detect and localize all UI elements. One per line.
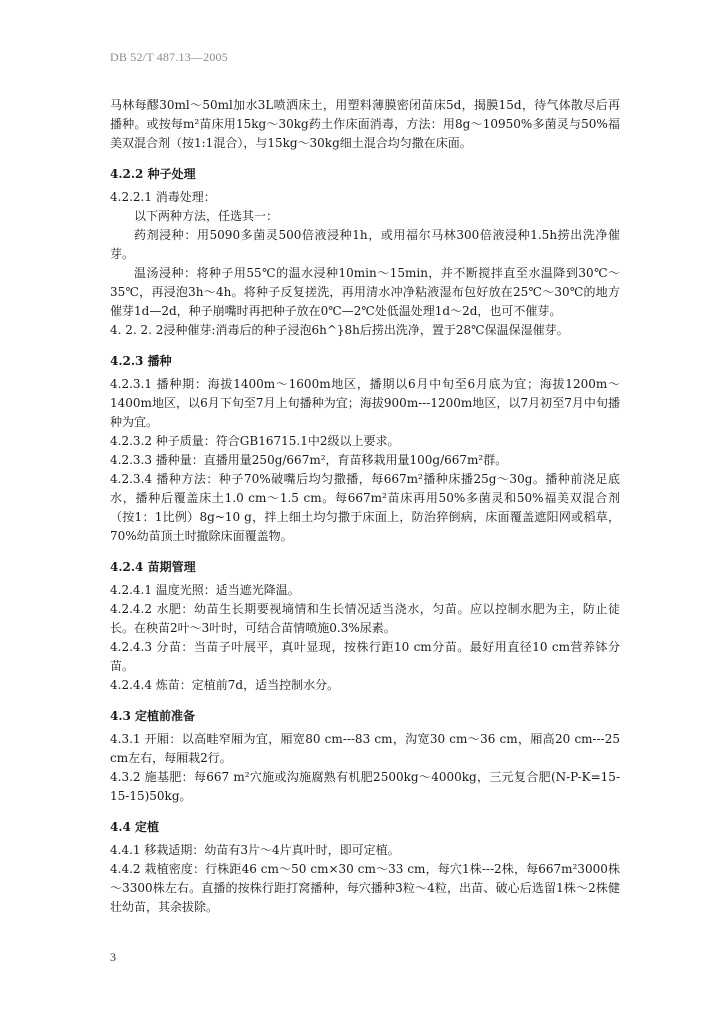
- document-body: [110, 96, 620, 917]
- paragraph: 4.3.1 开厢：以高畦窄厢为宜，厢宽80 cm---83 cm，沟宽30 cm～36 cm，厢高20 cm---25 cm左右，每厢栽2行。: [110, 732, 620, 765]
- section-heading: 4.2.2 种子处理: [110, 167, 196, 181]
- paragraph: 4.2.3.2 种子质量：符合GB16715.1中2级以上要求。: [110, 434, 400, 448]
- paragraph: 以下两种方法，任选其一：: [134, 209, 279, 223]
- paragraph: 4.2.4.4 炼苗：定植前7d，适当控制水分。: [110, 678, 340, 692]
- section-heading: 4.3 定植前准备: [110, 709, 196, 723]
- paragraph: 4.2.3.1 播种期：海拔1400m～1600m地区，播期以6月中旬至6月底为宜；海拔1200m～1400m地区，以6月下旬至7月上旬播种为宜；海拔900m---1200m地区，以7月初至7月中旬播种为宜。: [110, 377, 620, 429]
- paragraph: 4.4.2 栽植密度：行株距46 cm～50 cm×30 cm～33 cm，每穴1株---2株，每667m²3000株～3300株左右。直播的按株行距打窝播种，每穴播种3粒～4粒，出苗、破心后选留1株～2株健壮幼苗，其余拔除。: [110, 862, 620, 914]
- paragraph: 4.2.2.1 消毒处理：: [110, 190, 216, 204]
- document-header: DB 52/T 487.13—2005: [110, 50, 228, 64]
- paragraph: 4. 2. 2. 2浸种催芽:消毒后的种子浸泡6h^}8h后捞出洗净，置于28℃保温保湿催芽。: [110, 323, 569, 337]
- paragraph: 4.2.4.2 水肥：幼苗生长期要视墒情和生长情况适当浇水，匀苗。应以控制水肥为主，防止徒长。在秧苗2叶～3叶时，可结合苗情喷施0.3%尿素。: [110, 602, 620, 635]
- paragraph: 4.3.2 施基肥：每667 m²穴施或沟施腐熟有机肥2500kg～4000kg，三元复合肥(N-P-K=15-15-15)50kg。: [110, 770, 620, 803]
- paragraph: 4.2.4.3 分苗：当苗子叶展平，真叶显现，按株行距10 cm分苗。最好用直径10 cm营养钵分苗。: [110, 640, 620, 673]
- page-number: 3: [110, 950, 116, 964]
- paragraph: 4.2.3.4 播种方法：种子70%破嘴后均匀撒播，每667m²播种床播25g～30g。播种前浇足底水，播种后覆盖床土1.0 cm～1.5 cm。每667m²苗床再用50%多菌灵和50%福美双混合剂（按1：1比例）8g~10 g，拌上细土均匀撒于床面上，防治猝倒病，床面覆盖遮阳网或稻草，70%幼苗顶土时撤除床面覆盖物。: [110, 472, 620, 543]
- section-heading: 4.2.4 苗期管理: [110, 560, 196, 574]
- paragraph: 4.4.1 移栽适期：幼苗有3片～4片真叶时，即可定植。: [110, 843, 400, 857]
- section-heading: 4.4 定植: [110, 820, 160, 834]
- paragraph: 4.2.3.3 播种量：直播用量250g/667m²，育苗移栽用量100g/667m²群。: [110, 453, 508, 467]
- paragraph: 药剂浸种：用5090多菌灵500倍液浸种1h，或用福尔马林300倍液浸种1.5h捞出洗净催芽。: [110, 228, 620, 261]
- paragraph: 4.2.4.1 温度光照：适当遮光降温。: [110, 583, 300, 597]
- section-heading: 4.2.3 播种: [110, 354, 172, 368]
- paragraph: 马林每醪30ml～50ml加水3L喷洒床土，用塑料薄膜密闭苗床5d，揭膜15d，待气体散尽后再播种。或按每m²苗床用15kg～30kg药土作床面消毒，方法：用8g～10950%多菌灵与50%福美双混合剂（按1:1混合），与15kg～30kg细土混合均匀撒在床面。: [110, 98, 620, 150]
- paragraph: 温汤浸种：将种子用55℃的温水浸种10min～15min，并不断搅拌直至水温降到30℃～35℃，再浸泡3h～4h。将种子反复搓洗，再用清水冲净粘液湿布包好放在25℃～30℃的地方催芽1d—2d，种子崩嘴时再把种子放在0℃—2℃处低温处理1d～2d，也可不催芽。: [110, 266, 620, 318]
